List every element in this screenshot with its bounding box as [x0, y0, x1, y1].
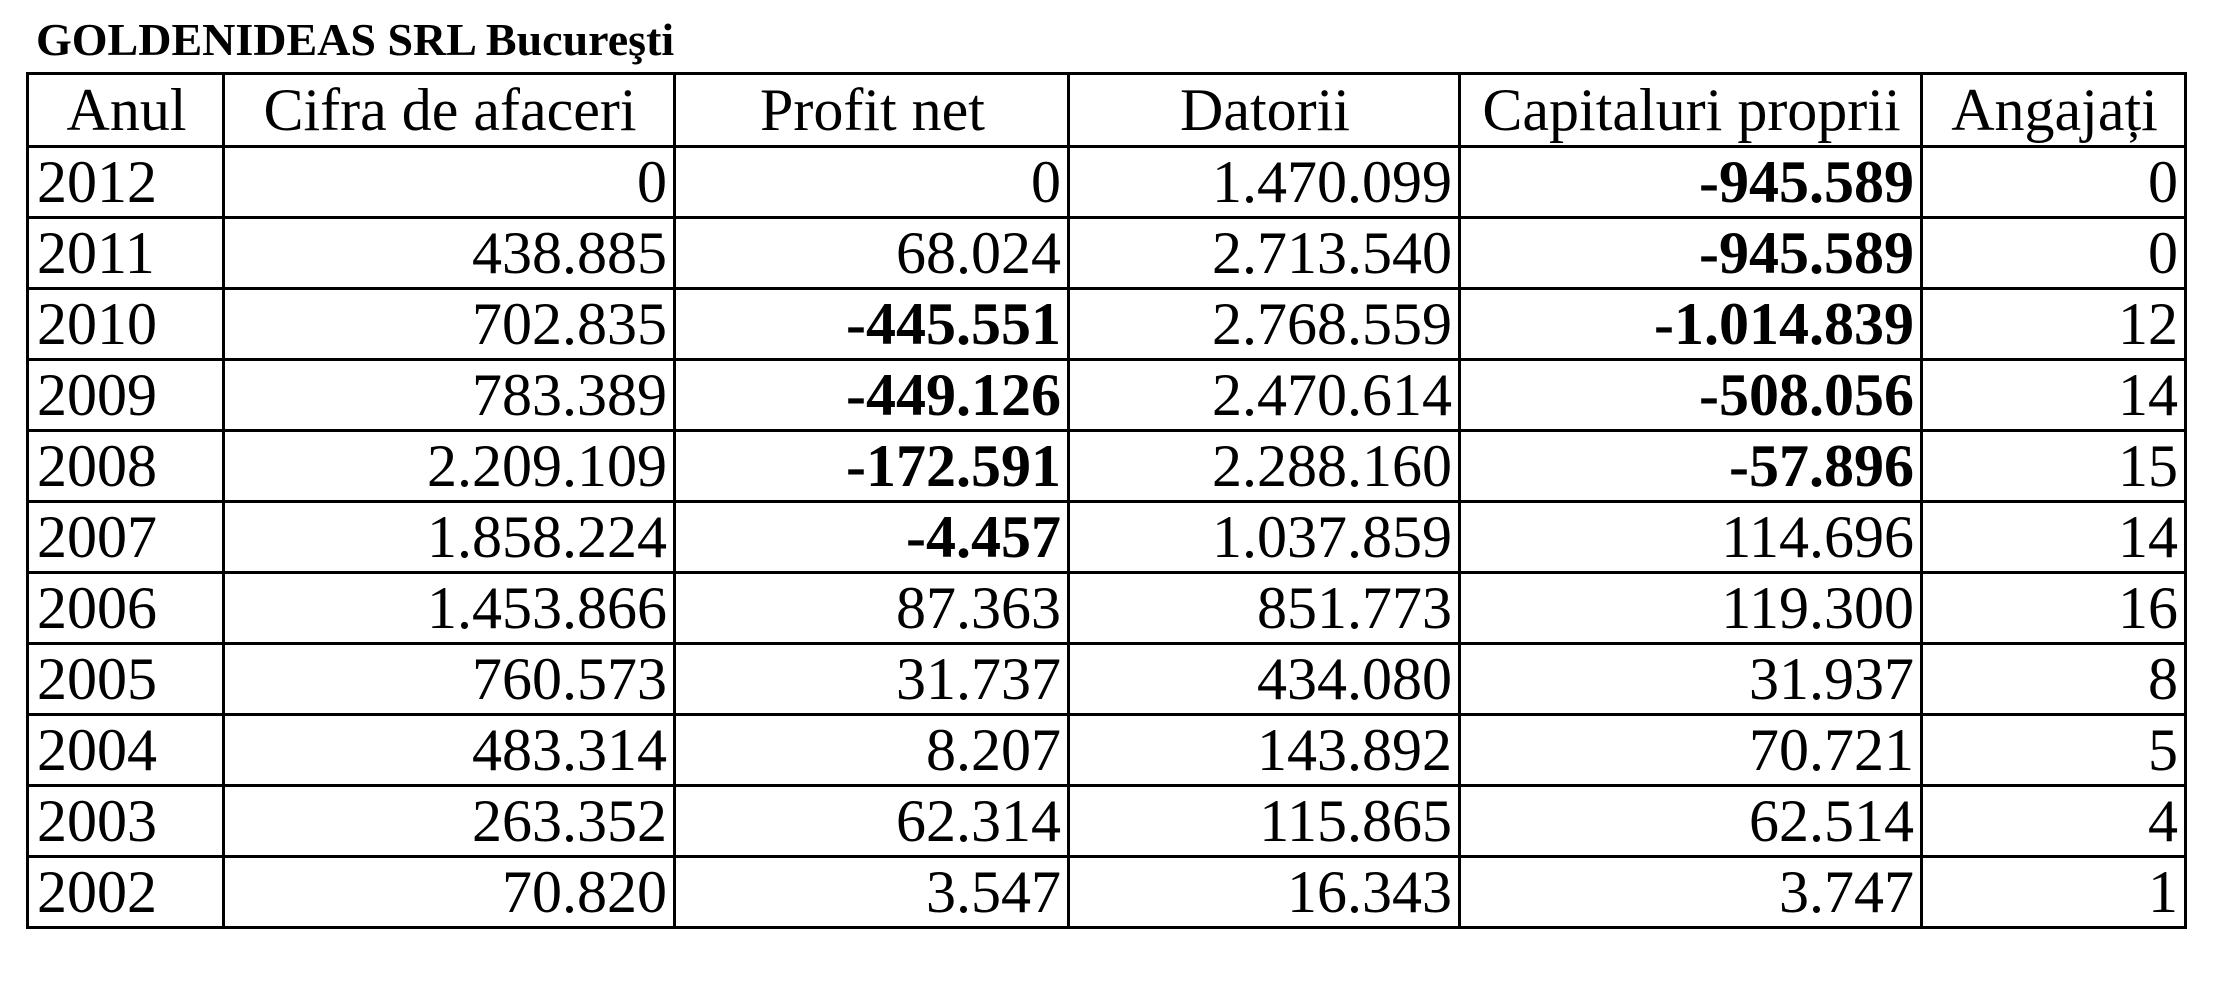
cell-net-profit: -445.551 [675, 289, 1069, 360]
cell-employees: 8 [1922, 644, 2186, 715]
header-net-profit: Profit net [675, 74, 1069, 147]
header-employees: Angajați [1922, 74, 2186, 147]
cell-net-profit: 68.024 [675, 218, 1069, 289]
cell-equity: -57.896 [1460, 431, 1922, 502]
table-row [28, 147, 2186, 218]
cell-year: 2004 [28, 715, 224, 786]
cell-revenue: 702.835 [224, 289, 675, 360]
cell-revenue: 760.573 [224, 644, 675, 715]
cell-employees: 16 [1922, 573, 2186, 644]
cell-revenue: 783.389 [224, 360, 675, 431]
cell-year: 2009 [28, 360, 224, 431]
cell-equity: -1.014.839 [1460, 289, 1922, 360]
cell-debts: 434.080 [1069, 644, 1460, 715]
cell-debts: 16.343 [1069, 857, 1460, 928]
table-row [28, 502, 2186, 573]
cell-net-profit: 0 [675, 147, 1069, 218]
table-row [28, 360, 2186, 431]
table-row [28, 431, 2186, 502]
cell-equity: 119.300 [1460, 573, 1922, 644]
cell-debts: 2.288.160 [1069, 431, 1460, 502]
header-row [28, 74, 2186, 147]
cell-net-profit: -172.591 [675, 431, 1069, 502]
table-row [28, 857, 2186, 928]
cell-debts: 115.865 [1069, 786, 1460, 857]
cell-debts: 1.470.099 [1069, 147, 1460, 218]
cell-net-profit: 3.547 [675, 857, 1069, 928]
cell-year: 2005 [28, 644, 224, 715]
cell-revenue: 1.858.224 [224, 502, 675, 573]
cell-equity: 114.696 [1460, 502, 1922, 573]
table-row [28, 715, 2186, 786]
cell-equity: -508.056 [1460, 360, 1922, 431]
cell-revenue: 2.209.109 [224, 431, 675, 502]
cell-year: 2003 [28, 786, 224, 857]
cell-revenue: 70.820 [224, 857, 675, 928]
cell-debts: 2.470.614 [1069, 360, 1460, 431]
cell-revenue: 1.453.866 [224, 573, 675, 644]
cell-year: 2012 [28, 147, 224, 218]
cell-equity: 62.514 [1460, 786, 1922, 857]
cell-year: 2011 [28, 218, 224, 289]
cell-net-profit: -4.457 [675, 502, 1069, 573]
cell-year: 2002 [28, 857, 224, 928]
cell-employees: 1 [1922, 857, 2186, 928]
cell-employees: 0 [1922, 147, 2186, 218]
cell-employees: 4 [1922, 786, 2186, 857]
cell-net-profit: 62.314 [675, 786, 1069, 857]
cell-debts: 2.713.540 [1069, 218, 1460, 289]
cell-net-profit: 31.737 [675, 644, 1069, 715]
table-row [28, 573, 2186, 644]
cell-employees: 14 [1922, 502, 2186, 573]
header-revenue: Cifra de afaceri [224, 74, 675, 147]
table-row [28, 644, 2186, 715]
cell-employees: 15 [1922, 431, 2186, 502]
cell-debts: 1.037.859 [1069, 502, 1460, 573]
header-debts: Datorii [1069, 74, 1460, 147]
financial-table [26, 72, 2187, 929]
table-row [28, 786, 2186, 857]
document-title: GOLDENIDEAS SRL Bucureşti [36, 14, 675, 65]
cell-employees: 14 [1922, 360, 2186, 431]
cell-equity: 31.937 [1460, 644, 1922, 715]
table-row [28, 218, 2186, 289]
cell-revenue: 438.885 [224, 218, 675, 289]
cell-net-profit: 87.363 [675, 573, 1069, 644]
cell-revenue: 263.352 [224, 786, 675, 857]
cell-employees: 5 [1922, 715, 2186, 786]
header-equity: Capitaluri proprii [1460, 74, 1922, 147]
cell-debts: 2.768.559 [1069, 289, 1460, 360]
cell-year: 2010 [28, 289, 224, 360]
cell-net-profit: 8.207 [675, 715, 1069, 786]
cell-equity: -945.589 [1460, 147, 1922, 218]
cell-net-profit: -449.126 [675, 360, 1069, 431]
cell-revenue: 0 [224, 147, 675, 218]
cell-equity: 70.721 [1460, 715, 1922, 786]
cell-year: 2008 [28, 431, 224, 502]
cell-debts: 143.892 [1069, 715, 1460, 786]
header-year: Anul [28, 74, 224, 147]
cell-equity: 3.747 [1460, 857, 1922, 928]
cell-year: 2006 [28, 573, 224, 644]
table-row [28, 289, 2186, 360]
cell-debts: 851.773 [1069, 573, 1460, 644]
cell-equity: -945.589 [1460, 218, 1922, 289]
cell-revenue: 483.314 [224, 715, 675, 786]
cell-employees: 12 [1922, 289, 2186, 360]
cell-year: 2007 [28, 502, 224, 573]
cell-employees: 0 [1922, 218, 2186, 289]
